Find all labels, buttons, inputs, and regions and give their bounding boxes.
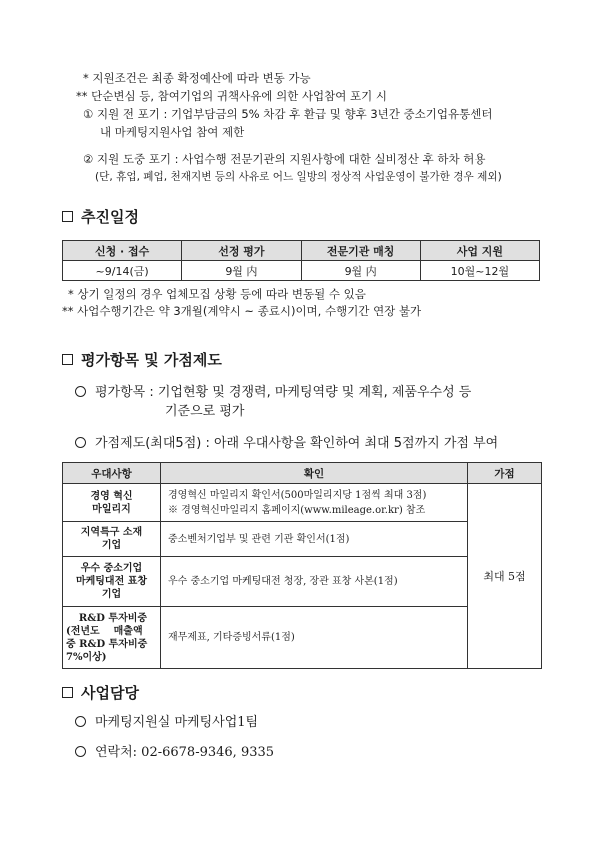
pref-line: 중 R&D 투자비중 bbox=[66, 638, 148, 650]
bonus-confirm-cell bbox=[161, 607, 468, 669]
circle-bullet-icon bbox=[75, 437, 86, 448]
pref-line: 마케팅대전 표창 bbox=[75, 576, 148, 587]
square-bullet-icon bbox=[62, 354, 73, 365]
square-bullet-icon bbox=[62, 211, 73, 222]
bonus-pref-cell bbox=[63, 522, 161, 557]
schedule-value-cell: 10월~12월 bbox=[420, 261, 539, 281]
pref-line: (전년도 매출액 bbox=[66, 625, 143, 637]
schedule-header-cell: 신청 · 접수 bbox=[63, 241, 182, 261]
note-pre-withdrawal: ① 지원 전 포기 : 기업부담금의 5% 차감 후 환급 및 향후 3년간 중소기업유통센터 bbox=[83, 107, 493, 121]
schedule-note-1: * 상기 일정의 경우 업체모집 상황 등에 따라 변동될 수 있음 bbox=[68, 287, 366, 301]
schedule-value-cell: ~9/14(금) bbox=[63, 261, 182, 281]
evaluation-title: 평가항목 및 가점제도 bbox=[81, 351, 222, 369]
bonus-header-cell: 확인 bbox=[161, 463, 468, 484]
phone-text: 연락처: 02-6678-9346, 9335 bbox=[95, 745, 275, 760]
pref-line: 지역특구 소재 bbox=[80, 527, 143, 538]
square-bullet-icon bbox=[62, 687, 73, 698]
criteria-text: 평가항목 : 기업현황 및 경쟁력, 마케팅역량 및 계획, 제품우수성 등 bbox=[95, 385, 472, 400]
pref-line: 우수 중소기업 bbox=[80, 563, 143, 574]
bonus-confirm-cell bbox=[161, 484, 468, 522]
bonus-header-row bbox=[63, 463, 542, 484]
schedule-header-cell: 사업 지원 bbox=[420, 241, 539, 261]
note-pre-withdrawal-cont: 내 마케팅지원사업 참여 제한 bbox=[100, 125, 245, 139]
contact-title: 사업담당 bbox=[81, 684, 139, 702]
bonus-text: 가점제도(최대5점) : 아래 우대사항을 확인하여 최대 5점까지 가점 부여 bbox=[95, 436, 499, 451]
confirm-line: 재무제표, 기타증빙서류(1점) bbox=[168, 632, 295, 643]
pref-line: 경영 혁신 bbox=[90, 490, 133, 502]
note-withdrawal: ** 단순변심 등, 참여기업의 귀책사유에 의한 사업참여 포기 시 bbox=[76, 89, 388, 103]
pref-line: 마일리지 bbox=[92, 503, 131, 515]
circle-bullet-icon bbox=[75, 716, 86, 727]
pref-line: 기업 bbox=[101, 540, 122, 551]
confirm-line: 중소벤처기업부 및 관련 기관 확인서(1점) bbox=[168, 533, 350, 545]
bonus-pref-cell bbox=[63, 484, 161, 522]
evaluation-section-title bbox=[62, 349, 222, 370]
schedule-header-row bbox=[63, 241, 540, 261]
bonus-pref-cell bbox=[63, 557, 161, 607]
bonus-pref-cell bbox=[63, 607, 161, 669]
contact-phone bbox=[75, 744, 274, 761]
note-exception: (단, 휴업, 폐업, 천재지변 등의 사유로 어느 일방의 정상적 사업운영이 불가한 경우 제외) bbox=[95, 171, 502, 183]
evaluation-item-criteria bbox=[75, 384, 471, 401]
schedule-value-cell: 9월 内 bbox=[301, 261, 420, 281]
bonus-confirm-cell bbox=[161, 557, 468, 607]
confirm-line: ※ 경영혁신마일리지 홈페이지(www.mileage.or.kr) 참조 bbox=[168, 504, 426, 516]
criteria-text-cont: 기준으로 평가 bbox=[165, 404, 245, 419]
contact-dept bbox=[75, 714, 258, 731]
schedule-title: 추진일정 bbox=[81, 208, 139, 226]
note-mid-withdrawal: ② 지원 도중 포기 : 사업수행 전문기관의 지원사항에 대한 실비정산 후 하차 허용 bbox=[83, 152, 486, 166]
bonus-header-cell: 가점 bbox=[468, 463, 542, 484]
confirm-line: 우수 중소기업 마케팅대전 청장, 장관 표창 사본(1점) bbox=[168, 576, 398, 587]
bonus-points-cell: 최대 5점 bbox=[468, 484, 542, 669]
schedule-header-cell: 선정 평가 bbox=[182, 241, 301, 261]
schedule-value-row bbox=[63, 261, 540, 281]
schedule-section-title bbox=[62, 206, 139, 227]
contact-section-title bbox=[62, 682, 139, 703]
bonus-confirm-cell bbox=[161, 522, 468, 557]
bonus-row bbox=[63, 484, 542, 522]
schedule-table bbox=[62, 240, 540, 281]
evaluation-item-bonus bbox=[75, 435, 498, 452]
bonus-table bbox=[62, 462, 542, 669]
note-budget: * 지원조건은 최종 확정예산에 따라 변동 가능 bbox=[83, 71, 311, 85]
schedule-value-cell: 9월 内 bbox=[182, 261, 301, 281]
circle-bullet-icon bbox=[75, 386, 86, 397]
bonus-header-cell: 우대사항 bbox=[63, 463, 161, 484]
schedule-note-2: ** 사업수행기간은 약 3개월(계약시 ~ 종료시)이며, 수행기간 연장 불가 bbox=[62, 304, 422, 318]
pref-line: 7%이상) bbox=[66, 651, 107, 663]
dept-text: 마케팅지원실 마케팅사업1팀 bbox=[95, 715, 259, 730]
circle-bullet-icon bbox=[75, 746, 86, 757]
schedule-header-cell: 전문기관 매칭 bbox=[301, 241, 420, 261]
confirm-line: 경영혁신 마일리지 확인서(500마일리지당 1점씩 최대 3점) bbox=[168, 489, 427, 501]
pref-line: 기업 bbox=[101, 589, 122, 600]
pref-line: R&D 투자비중 bbox=[78, 612, 148, 624]
